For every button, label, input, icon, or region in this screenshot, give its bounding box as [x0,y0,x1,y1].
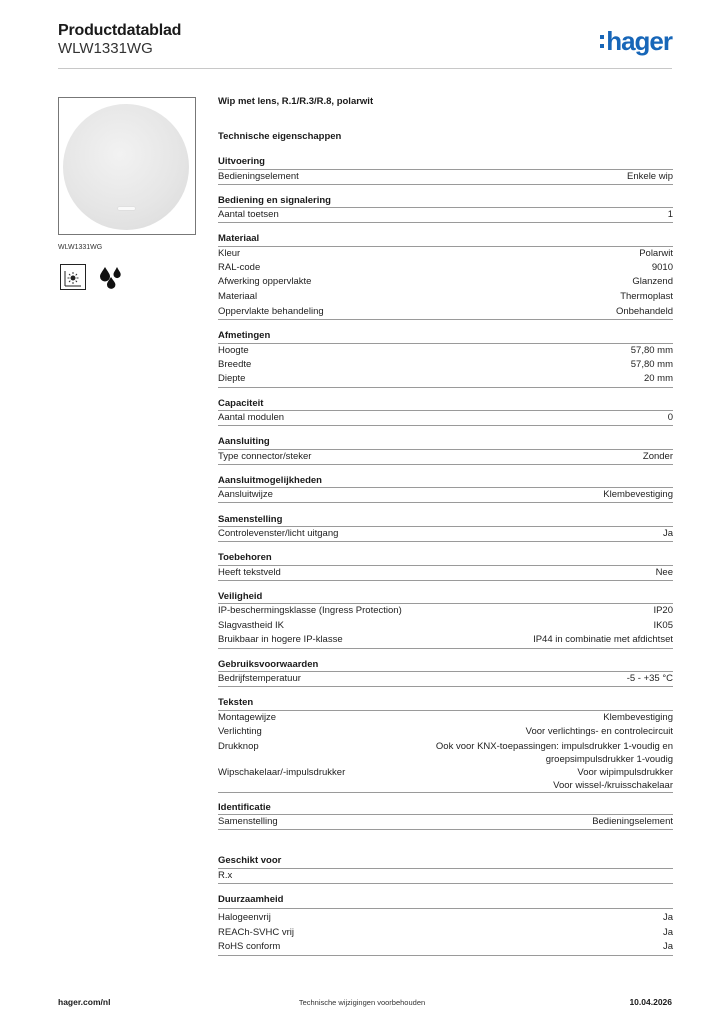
spec-label: Type connector/steker [218,451,312,462]
spec-label: Verlichting [218,726,262,737]
spec-value-line: Voor wipimpulsdrukker [577,767,673,778]
spec-value: IP44 in combinatie met afdichtset [533,634,673,645]
spec-value: 9010 [651,262,673,273]
section-title: Bediening en signalering [218,195,331,206]
section-title: Afmetingen [218,330,271,341]
rocker-disc [63,104,189,230]
section-title: Aansluitmogelijkheden [218,475,322,486]
section-divider [218,425,673,426]
section-title: Toebehoren [218,552,272,563]
spec-label: Oppervlakte behandeling [218,306,324,317]
footer-url[interactable]: hager.com/nl [58,997,111,1007]
spec-value: Zonder [642,451,673,462]
spec-label: Halogeenvrij [218,912,271,923]
spec-value: Polarwit [639,248,673,259]
spec-label: Drukknop [218,741,259,752]
spec-value: 57,80 mm [630,345,673,356]
page-title: Productdatablad [58,22,182,39]
spec-value: Ja [662,941,673,952]
section-divider [218,829,673,830]
spec-value: Thermoplast [620,291,673,302]
spec-label: REACh-SVHC vrij [218,927,295,938]
spec-value: Klembevestiging [603,712,673,723]
section-divider [218,502,673,503]
header-divider [58,68,672,69]
spec-value: Enkele wip [627,171,673,182]
spec-label: Hoogte [218,345,249,356]
section-title: Capaciteit [218,398,264,409]
indoor-lamp-icon [60,264,86,290]
section-title: Gebruiksvoorwaarden [218,659,319,670]
spec-label: Samenstelling [218,816,278,827]
section-title: Aansluiting [218,436,270,447]
logo-text: hager [606,26,672,56]
footer-date: 10.04.2026 [629,997,672,1007]
image-caption: WLW1331WG [58,244,103,251]
spec-label: Controlevenster/licht uitgang [218,528,339,539]
spec-value: 0 [667,412,673,423]
section-divider [218,207,673,208]
spec-value: 1 [667,209,673,220]
spec-value: 20 mm [643,373,673,384]
footer-disclaimer: Technische wijzigingen voorbehouden [298,998,426,1007]
product-image [58,97,196,235]
section-divider [218,908,673,909]
spec-label: Diepte [218,373,246,384]
spec-value: Glanzend [632,276,673,287]
section-divider [218,792,673,793]
section-divider [218,541,673,542]
spec-label: Aantal modulen [218,412,285,423]
spec-label: Kleur [218,248,241,259]
section-divider [218,246,673,247]
hager-logo [600,27,672,55]
section-divider [218,580,673,581]
spec-value: Bedieningselement [592,816,673,827]
spec-value: Onbehandeld [615,306,673,317]
spec-value: -5 - +35 °C [626,673,673,684]
spec-row [218,740,673,766]
logo-dots-icon [600,35,604,48]
spec-label: Aansluitwijze [218,489,273,500]
spec-label: IP-beschermingsklasse (Ingress Protection) [218,605,402,616]
spec-label: Bedrijfstemperatuur [218,673,301,684]
spec-label: Materiaal [218,291,258,302]
section-divider [218,343,673,344]
section-divider [218,319,673,320]
spec-label: RAL-code [218,262,261,273]
section-divider [218,883,673,884]
spec-value: Voor verlichtings- en controlecircuit [525,726,673,737]
spec-value: IK05 [653,620,673,631]
tech-properties-title: Technische eigenschappen [218,131,342,142]
spec-value: Ja [662,528,673,539]
section-title: Teksten [218,697,254,708]
spec-row [218,766,673,792]
section-title: Materiaal [218,233,260,244]
spec-value [553,766,673,792]
section-divider [218,184,673,185]
led-lens [118,207,135,210]
water-drops-icon [98,264,124,290]
section-title: Duurzaamheid [218,894,284,905]
section-divider [218,955,673,956]
spec-value: Ja [662,927,673,938]
spec-label: Montagewijze [218,712,277,723]
section-divider [218,464,673,465]
section-title: Geschikt voor [218,855,282,866]
spec-value: Nee [655,567,673,578]
spec-value: 57,80 mm [630,359,673,370]
section-divider [218,648,673,649]
section-title: Samenstelling [218,514,283,525]
spec-value-line: Ook voor KNX-toepassingen: impulsdrukker 1-voudig en [435,741,673,752]
spec-label: Bruikbaar in hogere IP-klasse [218,634,343,645]
product-title: Wip met lens, R.1/R.3/R.8, polarwit [218,96,374,107]
section-divider [218,868,673,869]
section-divider [218,565,673,566]
spec-value-line: groepsimpulsdrukker 1-voudig [545,754,673,765]
spec-value: IP20 [653,605,673,616]
section-title: Identificatie [218,802,271,813]
spec-label: Breedte [218,359,252,370]
section-divider [218,686,673,687]
spec-label: Aantal toetsen [218,209,279,220]
spec-label: Afwerking oppervlakte [218,276,312,287]
spec-label: Slagvastheid IK [218,620,285,631]
spec-label: Heeft tekstveld [218,567,281,578]
spec-label: Wipschakelaar/-impulsdrukker [218,767,346,778]
spec-value: Klembevestiging [603,489,673,500]
spec-value-line: Voor wissel-/kruisschakelaar [553,780,673,791]
spec-value [436,740,673,766]
product-code: WLW1331WG [58,40,153,57]
section-title: Veiligheid [218,591,263,602]
section-divider [218,222,673,223]
spec-label: R.x [218,870,233,881]
section-divider [218,410,673,411]
section-divider [218,387,673,388]
spec-label: Bedieningselement [218,171,299,182]
spec-value: Ja [662,912,673,923]
section-title: Uitvoering [218,156,265,167]
spec-label: RoHS conform [218,941,281,952]
